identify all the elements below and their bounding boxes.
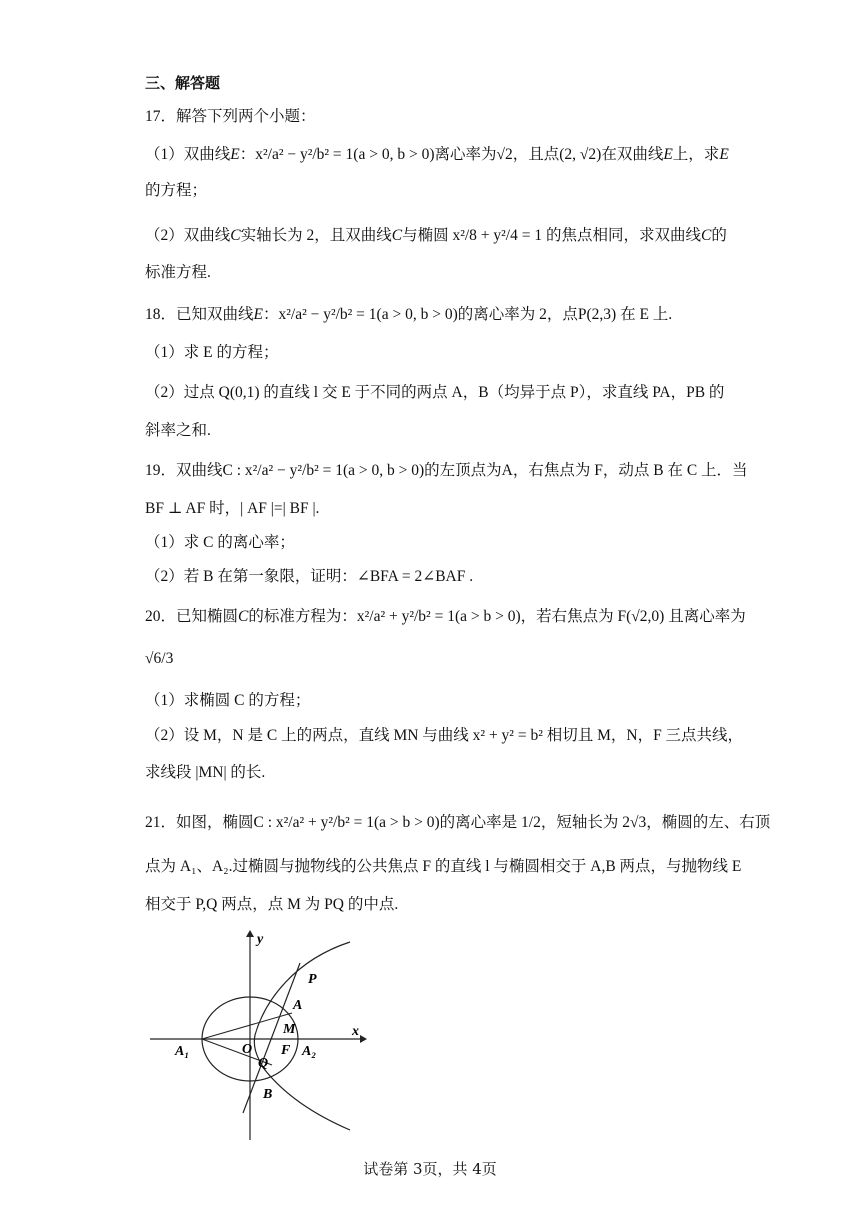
label-b: B [263, 1087, 273, 1102]
q17-part1-line1: （1）双曲线E：x²/a² − y²/b² = 1(a > 0, b > 0)离心率为√2，且点(2, √2)在双曲线E上，求E [145, 146, 729, 163]
q20-intro: 20．已知椭圆C的标准方程为：x²/a² + y²/b² = 1(a > b > 0)，若右焦点为 F(√2,0) 且离心率为 [145, 608, 746, 625]
label-m: M [283, 1022, 296, 1037]
q19-part1: （1）求 C 的离心率； [145, 534, 295, 551]
q17-part2-line2: 标准方程. [145, 264, 211, 281]
label-q: Q [258, 1056, 269, 1071]
label-a1: A₁ [175, 1044, 190, 1059]
label-o: O [242, 1042, 253, 1057]
q17-p1-eq: ：x²/a² − y²/b² = 1(a > 0, b > 0) [239, 146, 435, 163]
q19-part2: （2）若 B 在第一象限，证明：∠BFA = 2∠BAF . [145, 568, 474, 585]
q17-p1-c: 上，求 [672, 146, 720, 163]
label-a: A [293, 998, 303, 1013]
q17-intro: 17．解答下列两个小题： [145, 108, 316, 125]
q20-part2-line2: 求线段 |MN| 的长. [145, 764, 266, 781]
q20-part1: （1）求椭圆 C 的方程； [145, 692, 311, 709]
q21-line3: 相交于 P,Q 两点，点 M 为 PQ 的中点. [145, 896, 399, 913]
label-p: P [308, 972, 317, 987]
label-a2: A₂ [302, 1044, 317, 1059]
page-footer: 试卷第 3页，共 4页 [363, 1160, 497, 1178]
q17-p1-a: （1）双曲线 [145, 146, 231, 163]
q17-part2-line1: （2）双曲线C实轴长为 2，且双曲线C与椭圆 x²/8 + y²/4 = 1 的焦点相同，求双曲线C的 [145, 227, 727, 244]
x-axis-arrow [360, 1035, 367, 1043]
label-f: F [281, 1043, 291, 1058]
section-title: 三、解答题 [145, 74, 221, 92]
q17-p1-b: 离心率为√2，且点(2, √2)在双曲线 [434, 146, 664, 163]
label-y: y [257, 932, 264, 947]
q20-fraction: √6/3 [145, 650, 174, 667]
q20-part2-line1: （2）设 M，N 是 C 上的两点，直线 MN 与曲线 x² + y² = b² 相切且 M，N，F 三点共线， [145, 727, 744, 744]
segment-a1-a [202, 1013, 292, 1039]
q19-condition: BF ⊥ AF 时，| AF |=| BF |. [145, 500, 320, 517]
ellipse-parabola-figure [145, 925, 375, 1145]
q17-part1-line2: 的方程； [145, 182, 208, 199]
q21-line2: 点为 A₁、A₂.过椭圆与抛物线的公共焦点 F 的直线 l 与椭圆相交于 A,B 两点，与抛物线 E [145, 858, 742, 875]
q18-part2-line1: （2）过点 Q(0,1) 的直线 l 交 E 于不同的两点 A，B（均异于点 P），求直线 PA，PB 的 [145, 384, 725, 401]
y-axis-arrow [246, 930, 254, 937]
q19-intro: 19．双曲线C : x²/a² − y²/b² = 1(a > 0, b > 0)的左顶点为A，右焦点为 F，动点 B 在 C 上．当 [145, 462, 748, 479]
q18-part2-line2: 斜率之和. [145, 422, 211, 439]
q21-intro: 21．如图，椭圆C : x²/a² + y²/b² = 1(a > b > 0)的离心率是 1/2，短轴长为 2√3，椭圆的左、右顶 [145, 814, 771, 831]
q18-part1: （1）求 E 的方程； [145, 344, 279, 361]
label-x: x [352, 1024, 359, 1039]
q18-intro: 18．已知双曲线E：x²/a² − y²/b² = 1(a > 0, b > 0)的离心率为 2，点P(2,3) 在 E 上. [145, 306, 673, 323]
